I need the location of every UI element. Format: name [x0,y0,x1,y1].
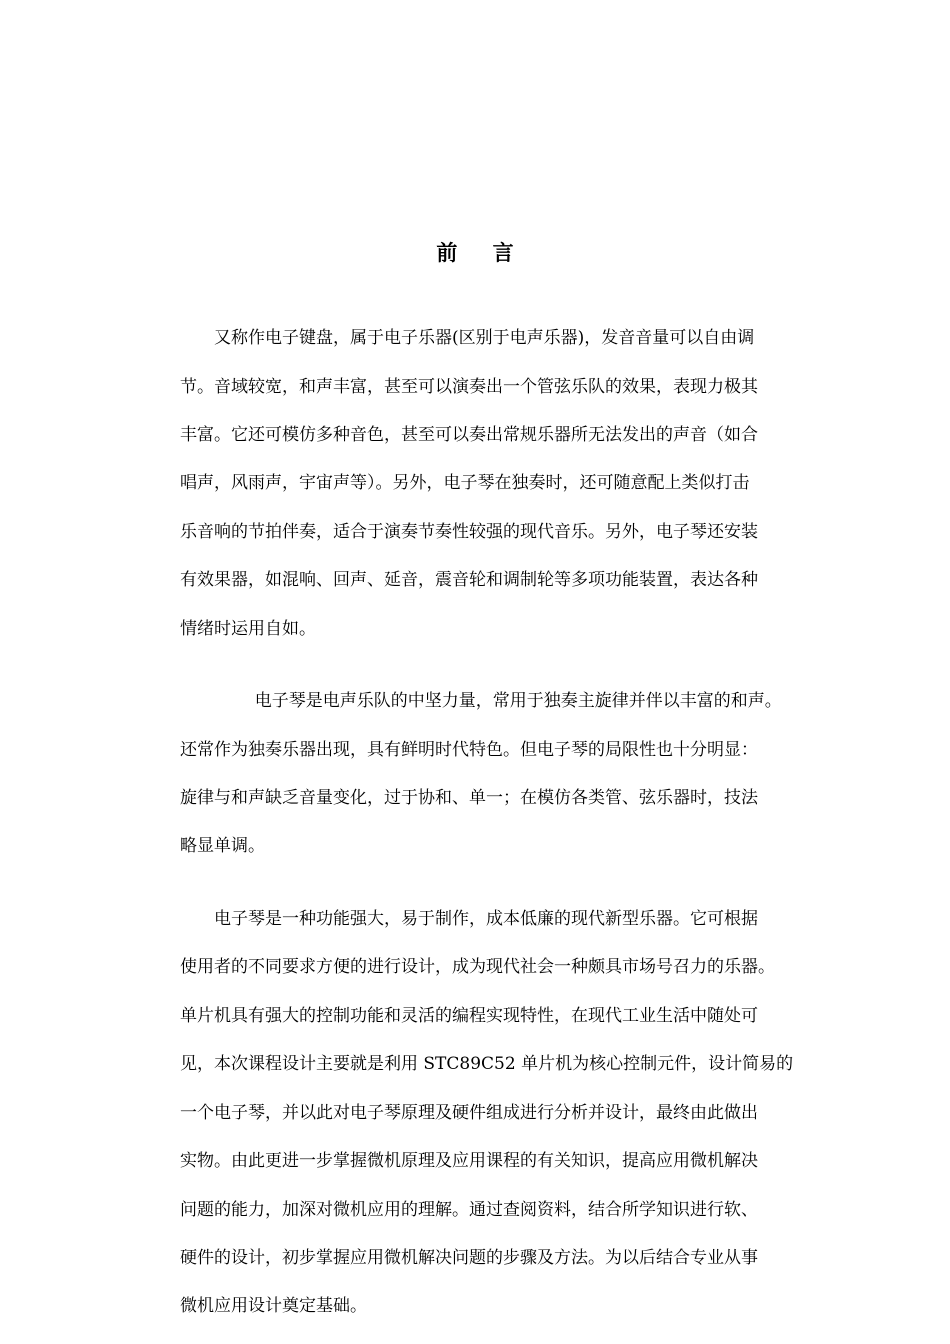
page-title: 前 言 [436,240,528,265]
text-line: 情绪时运用自如。 [180,618,316,639]
text-line: 旋律与和声缺乏音量变化，过于协和、单一；在模仿各类管、弦乐器时，技法 [180,788,758,809]
paragraph-1 [146,302,816,665]
text-line: 使用者的不同要求方便的进行设计，成为现代社会一种颇具市场号召力的乐器。 [180,957,775,978]
text-line: 有效果器，如混响、回声、延音，震音轮和调制轮等多项功能装置，表达各种 [180,570,758,591]
text-line: 硬件的设计，初步掌握应用微机解决问题的步骤及方法。为以后结合专业从事 [180,1247,758,1268]
text-line: 问题的能力，加深对微机应用的理解。通过查阅资料，结合所学知识进行软、 [180,1199,758,1220]
paragraph-3 [146,883,816,1343]
text-line: 又称作电子键盘，属于电子乐器(区别于电声乐器)，发音音量可以自由调 [214,328,755,349]
text-line: 还常作为独奏乐器出现，具有鲜明时代特色。但电子琴的局限性也十分明显： [180,739,758,760]
text-line: 乐音响的节拍伴奏，适合于演奏节奏性较强的现代音乐。另外，电子琴还安装 [180,521,758,542]
text-line: 微机应用设计奠定基础。 [180,1296,367,1317]
text-line: 实物。由此更进一步掌握微机原理及应用课程的有关知识，提高应用微机解决 [180,1151,758,1172]
text-line: 电子琴是电声乐队的中坚力量，常用于独奏主旋律并伴以丰富的和声。 [254,691,782,712]
text-line: 电子琴是一种功能强大，易于制作，成本低廉的现代新型乐器。它可根据 [214,909,758,930]
text-line: 节。音域较宽，和声丰富，甚至可以演奏出一个管弦乐队的效果，表现力极其 [180,376,758,397]
text-line: 丰富。它还可模仿多种音色，甚至可以奏出常规乐器所无法发出的声音（如合 [180,425,758,446]
text-line: 一个电子琴，并以此对电子琴原理及硬件组成进行分析并设计，最终由此做出 [180,1102,758,1123]
text-line: 单片机具有强大的控制功能和灵活的编程实现特性，在现代工业生活中随处可 [180,1005,758,1026]
text-line: 略显单调。 [180,836,265,857]
text-line: 唱声，风雨声，宇宙声等）。另外，电子琴在独奏时，还可随意配上类似打击 [180,473,750,494]
body-text [146,302,816,1343]
paragraph-2 [146,665,816,883]
text-line: 见，本次课程设计主要就是利用 STC89C52 单片机为核心控制元件，设计简易的 [180,1054,794,1075]
